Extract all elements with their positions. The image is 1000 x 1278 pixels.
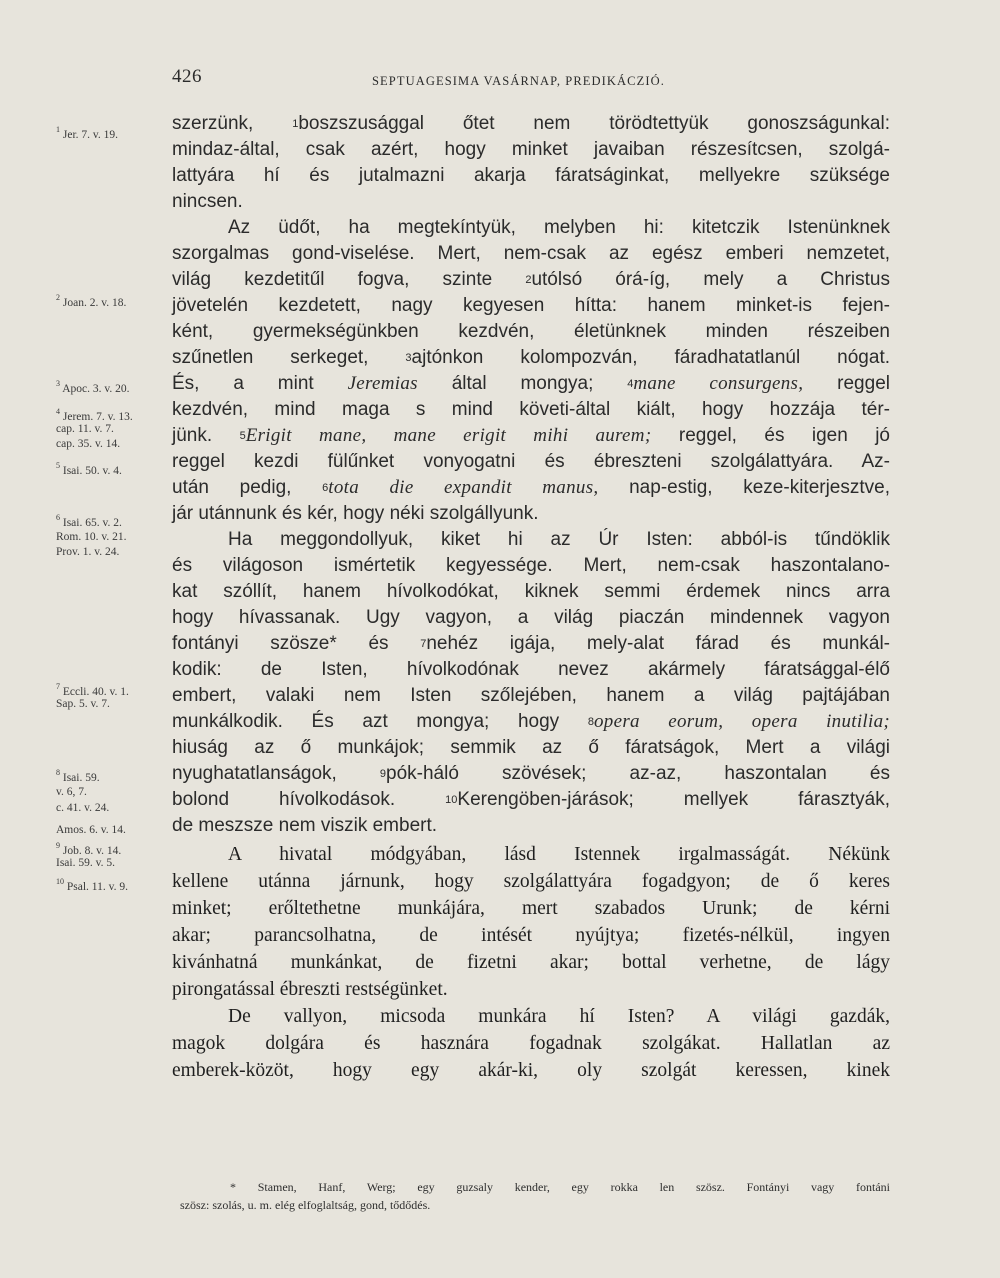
margin-reference: $^6$ Isai. 65. v. 2. — [56, 513, 122, 529]
text-line: kezdvén, mind maga s mind követi-által kiált, hogy hozzája tér- — [172, 399, 890, 420]
text-line: De vallyon, micsoda munkára hí Isten? A világi gazdák, — [228, 1006, 890, 1027]
margin-reference: $^7$ Eccli. 40. v. 1. — [56, 682, 129, 698]
text-line: A hivatal módgyában, lásd Istennek irgalmasságát. Nékünk — [228, 844, 890, 865]
text-line: Ha meggondollyuk, kiket hi az Úr Isten: abból-is tűndöklik — [228, 529, 890, 550]
margin-reference: Sap. 5. v. 7. — [56, 698, 110, 710]
text-line: reggel kezdi fülűnket vonyogatni és ébreszteni szolgálattyára. Az- — [172, 451, 890, 472]
margin-reference: Rom. 10. v. 21. — [56, 531, 127, 543]
text-line: kivánhatná munkánkat, de fizetni akar; bottal verhetne, de lágy — [172, 952, 890, 973]
text-line: akar; parancsolhatna, de intését nyújtya; fizetés-nélkül, ingyen — [172, 925, 890, 946]
text-line: pirongatással ébreszti restségünket. — [172, 979, 448, 1000]
text-line: szűnetlen serkeget, $^3$ajtónkon kolompozván, fáradhatatlanúl nógat. — [172, 347, 890, 368]
margin-reference: $^1$ Jer. 7. v. 19. — [56, 125, 119, 141]
text-line: de meszsze nem viszik embert. — [172, 815, 438, 836]
text-line: hiuság az ő munkájok; semmik az ő fáratságok, Mert a világi — [172, 737, 890, 758]
text-line: kat szóllít, hanem hívolkodókat, kiknek semmi érdemek nincs arra — [172, 581, 890, 602]
margin-reference: $^5$ Isai. 50. v. 4. — [56, 461, 122, 477]
margin-reference: $^3$ Apoc. 3. v. 20. — [56, 379, 130, 395]
page-number: 426 — [172, 66, 202, 87]
margin-reference: $^9$ Job. 8. v. 14. — [56, 841, 122, 857]
text-line: mindaz-által, csak azért, hogy minket javaiban részesítcsen, szolgá- — [172, 139, 890, 160]
text-line: magok dolgára és hasznára fogadnak szolgákat. Hallatlan az — [172, 1033, 890, 1054]
text-line: hogy hívassanak. Ugy vagyon, a világ piaczán mindennek vagyon — [172, 607, 890, 628]
margin-reference: $^8$ Isai. 59. — [56, 768, 100, 784]
margin-reference: v. 6, 7. — [56, 786, 87, 798]
text-line: Az üdőt, ha megtekíntyük, melyben hi: kitetczik Istenünknek — [228, 217, 890, 238]
text-line: fontányi szösze* és $^7$nehéz igája, mely-alat fárad és munkál- — [172, 633, 891, 654]
text-line: nincsen. — [172, 191, 243, 212]
text-line: szorgalmas gond-viselése. Mert, nem-csak az egész emberi nemzetet, — [172, 243, 890, 264]
margin-reference: $^4$ Jerem. 7. v. 13. — [56, 407, 133, 423]
text-line: kellene utánna járnunk, hogy szolgálattyára fogadgyon; de ő keres — [172, 871, 890, 892]
text-line: embert, valaki nem Isten szőlejében, hanem a világ pajtájában — [172, 685, 890, 706]
text-line: lattyára hí és jutalmazni akarja fáratságinkat, mellyekre szüksége — [172, 165, 890, 186]
text-line: jövetelén kezdetett, nagy kegyesen hítta: hanem minket-is fejen- — [172, 295, 890, 316]
text-line: jár utánnunk és kér, hogy néki szolgállyunk. — [172, 503, 539, 524]
margin-reference: $^{10}$ Psal. 11. v. 9. — [56, 877, 128, 893]
text-line: kodik: de Isten, hívolkodónak nevez akármely fáratsággal-élő — [172, 659, 890, 680]
margin-reference: Amos. 6. v. 14. — [56, 824, 126, 836]
text-line: és világoson ismértetik kegyessége. Mert, nem-csak haszontalano- — [172, 555, 890, 576]
margin-reference: Prov. 1. v. 24. — [56, 546, 120, 558]
margin-reference: Isai. 59. v. 5. — [56, 857, 115, 869]
text-line: munkálkodik. És azt mongya; hogy $^8$opera eorum, opera inutilia; — [172, 711, 890, 732]
margin-reference: cap. 11. v. 7. — [56, 423, 114, 435]
text-line: nyughatatlanságok, $^9$pók-háló szövések; az-az, haszontalan és — [172, 763, 890, 784]
text-line: És, a mint Jeremias által mongya; $^4$mane consurgens, reggel — [172, 373, 890, 394]
footnote: szösz: szolás, u. m. elég elfoglaltság, gond, tődődés. — [180, 1198, 431, 1212]
footnote: * Stamen, Hanf, Werg; egy guzsaly kender, egy rokka len szösz. Fontányi vagy fontáni — [230, 1180, 890, 1194]
text-line: után pedig, $^6$tota die expandit manus, nap-estig, keze-kiterjesztve, — [172, 477, 890, 498]
margin-reference: c. 41. v. 24. — [56, 802, 110, 814]
page-header — [0, 66, 1000, 96]
text-line: emberek-közöt, hogy egy akár-ki, oly szolgát keressen, kinek — [172, 1060, 890, 1081]
margin-reference: cap. 35. v. 14. — [56, 438, 121, 450]
margin-reference: $^2$ Joan. 2. v. 18. — [56, 293, 127, 309]
text-line: jünk. $^5$Erigit mane, mane erigit mihi aurem; reggel, és igen jó — [172, 425, 890, 446]
text-line: minket; erőltethetne munkájára, mert szabados Urunk; de kérni — [172, 898, 890, 919]
running-title: SEPTUAGESIMA VASÁRNAP, PREDIKÁCZIÓ. — [372, 74, 665, 88]
text-line: bolond hívolkodások. $^{10}$Kerengöben-járások; mellyek fárasztyák, — [172, 789, 891, 810]
text-line: világ kezdetitűl fogva, szinte $^2$utólsó órá-íg, mely a Christus — [172, 269, 890, 290]
text-line: szerzünk, $^1$boszszusággal őtet nem törödtettyük gonoszságunkal: — [172, 113, 890, 134]
text-line: ként, gyermekségünkben kezdvén, életünknek minden részeiben — [172, 321, 890, 342]
